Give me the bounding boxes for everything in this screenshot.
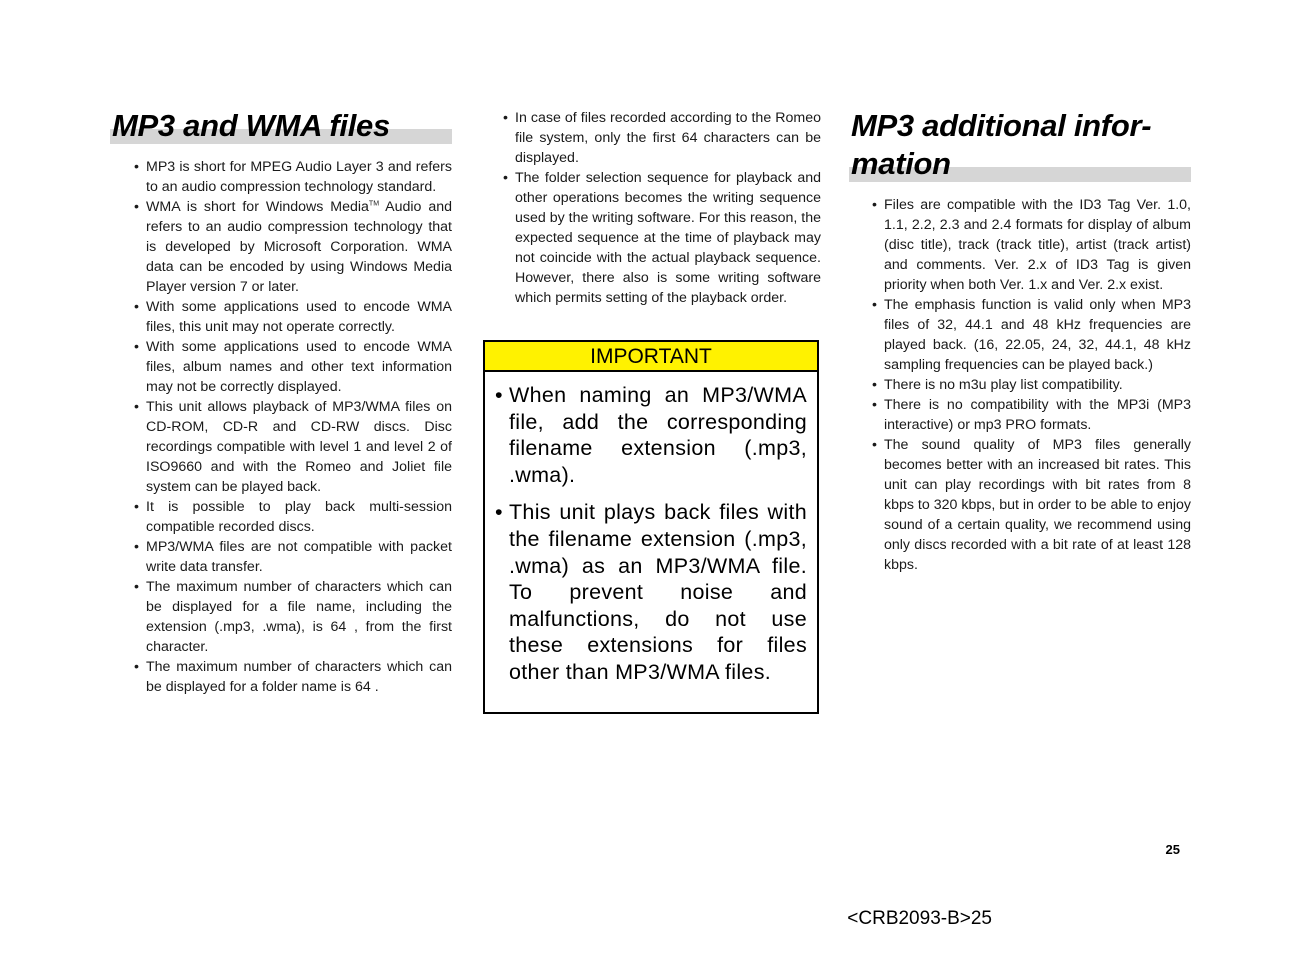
bullet-item: • With some applications used to encode WMA files, album names and other text information may not be correctly displayed. bbox=[134, 337, 452, 397]
bullet-item: • MP3 is short for MPEG Audio Layer 3 and refers to an audio compression technology standard. bbox=[134, 157, 452, 197]
bullet-item: • It is possible to play back multi-session compatible recorded discs. bbox=[134, 497, 452, 537]
page-number: 25 bbox=[1165, 842, 1180, 857]
bullet-item: • Files are compatible with the ID3 Tag Ver. 1.0, 1.1, 2.2, 2.3 and 2.4 formats for display of album (disc title), track (track title), artist (track artist) and comments. Ver. 2.x of ID3 Tag is given priority when both Ver. 1.x and Ver. 2.x exist. bbox=[872, 195, 1191, 295]
important-bullet-list bbox=[485, 372, 817, 686]
bullet-item: • The emphasis function is valid only when MP3 files of 32, 44.1 and 48 kHz frequencies are played back. (16, 22.05, 24, 32, 44.1, 48 kHz sampling frequencies can be played back.) bbox=[872, 295, 1191, 375]
heading-line: mation bbox=[851, 146, 951, 181]
bullet-item: • This unit allows playback of MP3/WMA files on CD-ROM, CD-R and CD-RW discs. Disc recordings compatible with level 1 and level 2 of ISO9660 and with the Romeo and Joliet file system can be played back. bbox=[134, 397, 452, 497]
bullet-item: • There is no m3u play list compatibility. bbox=[872, 375, 1191, 395]
important-label: IMPORTANT bbox=[485, 342, 817, 372]
bullet-item: • The sound quality of MP3 files generally becomes better with an increased bit rates. This unit can play recordings with bit rates from 8 kbps to 320 kbps, but in order to be able to enjoy sound of a certain quality, we recommend using only discs recorded with a bit rate of at least 128 kbps. bbox=[872, 435, 1191, 575]
important-notice-box bbox=[483, 340, 819, 714]
trademark-mark: TM bbox=[368, 200, 380, 208]
bullet-item bbox=[134, 197, 452, 297]
bullet-item: • There is no compatibility with the MP3i (MP3 interactive) or mp3 PRO formats. bbox=[872, 395, 1191, 435]
bullet-item: • The maximum number of characters which can be displayed for a folder name is 64 . bbox=[134, 657, 452, 697]
important-bullet-item: • When naming an MP3/WMA file, add the corresponding filename extension (.mp3, .wma). bbox=[495, 382, 807, 488]
section-heading-mp3-wma: MP3 and WMA files bbox=[112, 108, 390, 143]
middle-bullet-list bbox=[503, 108, 821, 308]
right-bullet-list bbox=[872, 195, 1191, 575]
section-heading-mp3-additional bbox=[851, 107, 1151, 183]
bullet-text: Audio and refers to an audio compression technology that is developed by Microsoft Corporation. WMA data can be encoded by using Windows Media Player version 7 or later. bbox=[146, 199, 452, 295]
bullet-item: • The folder selection sequence for playback and other operations becomes the writing sequence used by the writing software. For this reason, the expected sequence at the time of playback may not coincide with the actual playback sequence. However, there also is some writing software which permits setting of the playback order. bbox=[503, 168, 821, 308]
bullet-item: • With some applications used to encode WMA files, this unit may not operate correctly. bbox=[134, 297, 452, 337]
heading-line: MP3 additional infor- bbox=[851, 108, 1152, 143]
bullet-item: • In case of files recorded according to the Romeo file system, only the first 64 characters can be displayed. bbox=[503, 108, 821, 168]
document-code: <CRB2093-B>25 bbox=[847, 908, 992, 929]
left-bullet-list bbox=[134, 157, 452, 697]
bullet-text: WMA is short for Windows Media bbox=[146, 199, 369, 215]
bullet-item: • The maximum number of characters which can be displayed for a file name, including the extension (.mp3, .wma), is 64 , from the first character. bbox=[134, 577, 452, 657]
bullet-item: • MP3/WMA files are not compatible with packet write data transfer. bbox=[134, 537, 452, 577]
important-bullet-item: • This unit plays back files with the filename extension (.mp3, .wma) as an MP3/WMA file. To prevent noise and malfunctions, do not use these extensions for files other than MP3/WMA files. bbox=[495, 499, 807, 685]
